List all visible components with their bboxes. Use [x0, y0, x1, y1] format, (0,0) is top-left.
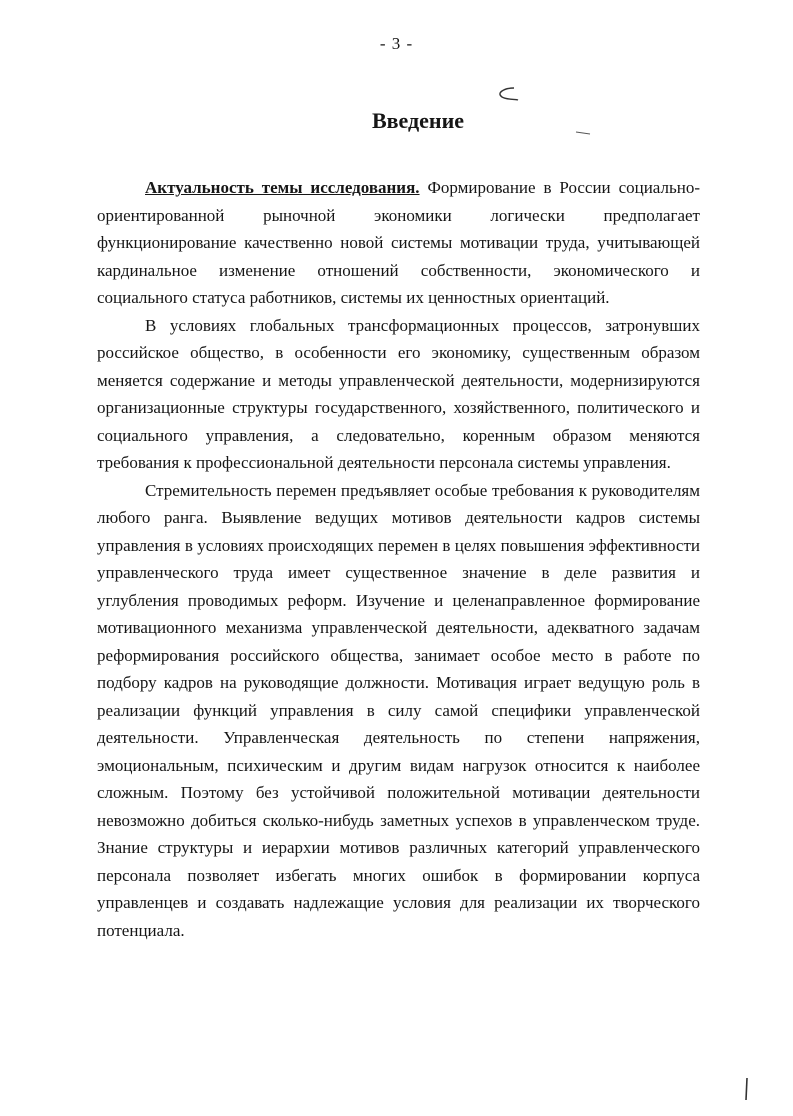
- paragraph-transformation: В условиях глобальных трансформационных процессов, затронувших российское общество, в особенности его экономику, существенным образом меняется содержание и методы управленческой деятельности, модернизируются организационные структуры государственного, хозяйственного, политического и социального управления, а следовательно, коренным образом меняются требования к профессиональной деятельности персонала системы управления.: [97, 315, 700, 472]
- paragraph-relevance: [97, 174, 700, 312]
- margin-line-mark: [742, 1076, 752, 1102]
- paragraph-text: Формирование в России социально-ориентированной рыночной экономики логически предполагает функционирование качественно новой системы мотивации труда, учитывающей кардинальное изменение отношений собственности, экономического и социального статуса работников, системы их ценностных ориентаций.: [97, 178, 700, 307]
- page-title: Введение: [371, 108, 465, 133]
- scan-speck-mark: [574, 128, 594, 138]
- document-body: [97, 174, 700, 944]
- page-number: - 3 -: [379, 34, 414, 53]
- paragraph-motivation: Стремительность перемен предъявляет особые требования к руководителям любого ранга. Выявление ведущих мотивов деятельности кадров системы управления в условиях происходящих перемен в целях повышения эффективности управленческого труда имеет существенное значение в деле развития и углубления проводимых реформ. Изучение и целенаправленное формирование мотивационного механизма управленческой деятельности, адекватного задачам реформирования российского общества, занимает особое место в работе по подбору кадров на руководящие должности. Мотивация играет ведущую роль в реализации функций управления в силу самой специфики управленческой деятельности. Управленческая деятельность по степени напряжения, эмоциональным, психическим и другим видам нагрузок относится к наиболее сложным. Поэтому без устойчивой положительной мотивации деятельности невозможно добиться сколько-нибудь заметных успехов в управленческом труде. Знание структуры и иерархии мотивов различных категорий управленческого персонала позволяет избегать многих ошибок в формировании корпуса управленцев и создавать надлежащие условия для реализации их творческого потенциала.: [97, 480, 700, 940]
- section-lead-heading: Актуальность темы исследования.: [145, 178, 420, 197]
- pen-stroke-mark: [494, 84, 524, 106]
